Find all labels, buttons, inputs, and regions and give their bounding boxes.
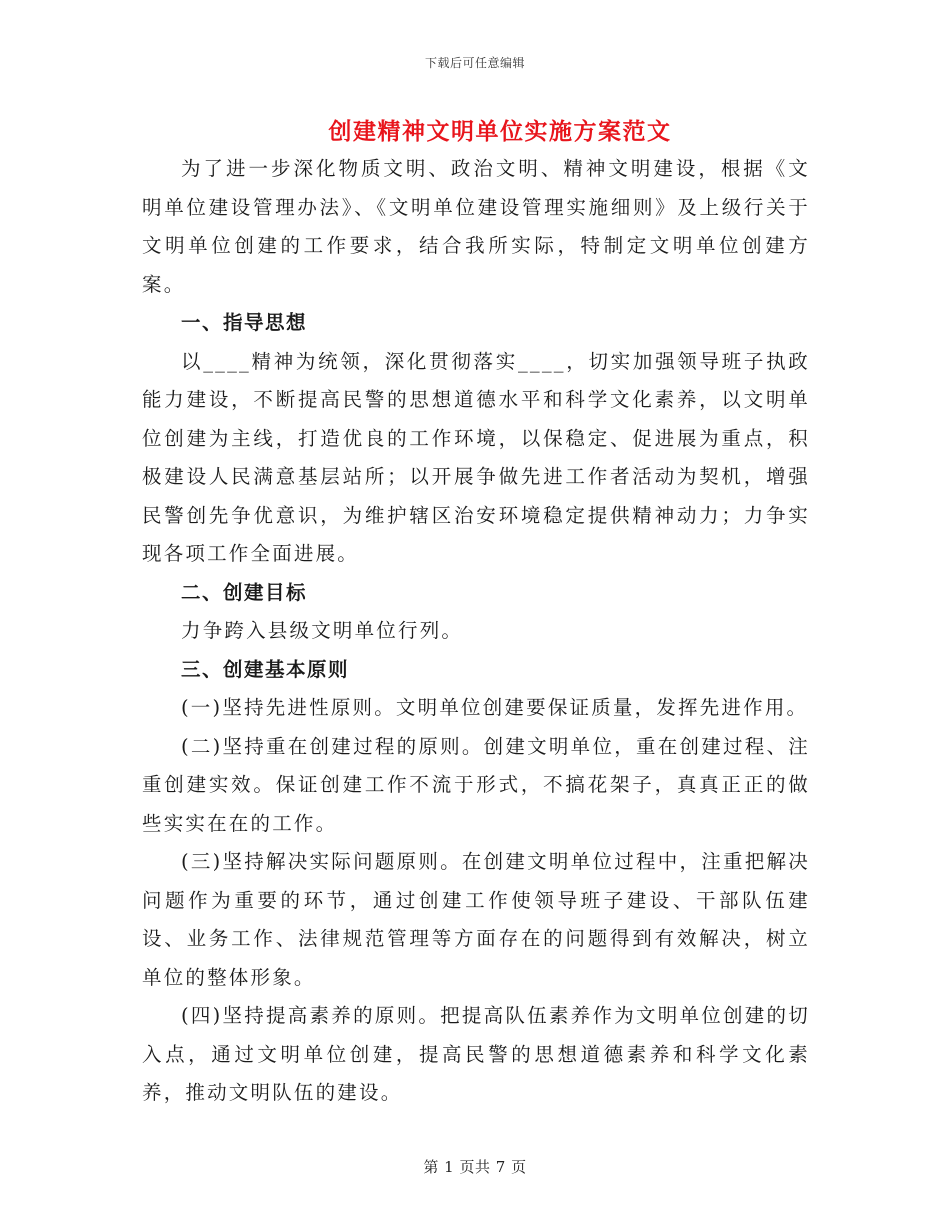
principle-paragraph-4: (四)坚持提高素养的原则。把提高队伍素养作为文明单位创建的切入点，通过文明单位创建，提高民警的思想道德素养和科学文化素养，推动文明队伍的建设。 [142, 1004, 810, 1104]
document-body [142, 150, 810, 1113]
principle-paragraph-1: (一)坚持先进性原则。文明单位创建要保证质量，发挥先进作用。 [181, 696, 809, 719]
section-heading-principles: 三、创建基本原则 [181, 657, 350, 681]
principle-paragraph-3: (三)坚持解决实际问题原则。在创建文明单位过程中，注重把解决问题作为重要的环节，通过创建工作使领导班子建设、干部队伍建设、业务工作、法律规范管理等方面存在的问题得到有效解决，树立单位的整体形象。 [142, 850, 810, 989]
section-heading-guiding-thought: 一、指导思想 [181, 311, 308, 334]
principle-paragraph-2: (二)坚持重在创建过程的原则。创建文明单位，重在创建过程、注重创建实效。保证创建工作不流于形式，不搞花架子，真真正正的做些实实在在的工作。 [142, 734, 810, 835]
document-title: 创建精神文明单位实施方案范文 [328, 118, 672, 145]
section-heading-goal: 二、创建目标 [181, 580, 308, 604]
header-note: 下载后可任意编辑 [424, 56, 525, 70]
intro-paragraph: 为了进一步深化物质文明、政治文明、精神文明建设，根据《文明单位建设管理办法》、《文明单位建设管理实施细则》及上级行关于文明单位创建的工作要求，结合我所实际，特制定文明单位创建方案。 [142, 157, 810, 296]
page-number-footer: 第 1 页共 7 页 [423, 1158, 527, 1176]
guiding-thought-paragraph: 以____精神为统领，深化贯彻落实____，切实加强领导班子执政能力建设，不断提高民警的思想道德水平和科学文化素养，以文明单位创建为主线，打造优良的工作环境，以保稳定、促进展为重点，积极建设人民满意基层站所；以开展争做先进工作者活动为契机，增强民警创先争优意识，为维护辖区治安环境稳定提供精神动力；力争实现各项工作全面进展。 [142, 349, 810, 565]
goal-paragraph: 力争跨入县级文明单位行列。 [181, 619, 464, 642]
